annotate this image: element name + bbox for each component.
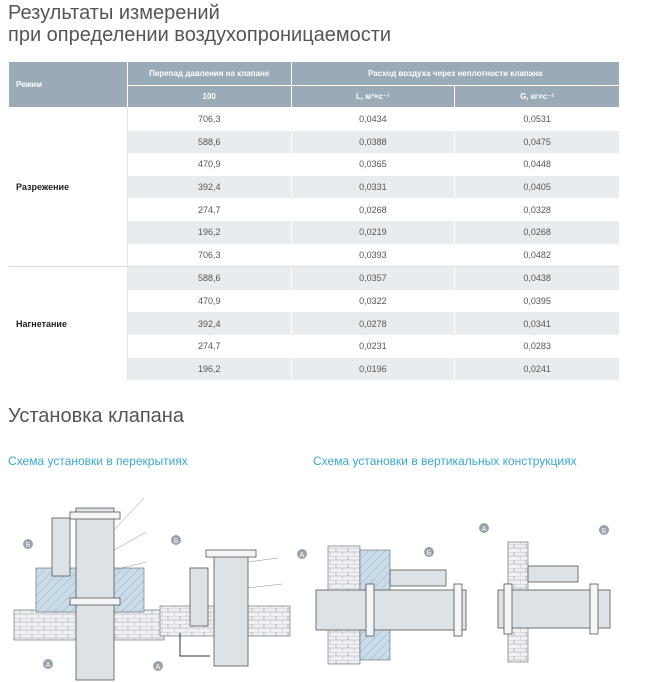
flange-left (366, 584, 374, 636)
page-title (8, 2, 391, 46)
marker-b-label: Б (25, 542, 31, 549)
header-flow: Расход воздуха через неплотности клапана (291, 62, 619, 86)
cell-G: 0,0448 (455, 153, 620, 176)
cell-pressure: 274,7 (127, 335, 291, 358)
scheme-floor-title: Схема установки в перекрытиях (8, 454, 188, 468)
cell-pressure: 588,6 (127, 267, 291, 290)
cell-L: 0,0322 (291, 290, 455, 313)
marker-b-label: Б (601, 528, 607, 535)
cell-G: 0,0395 (455, 290, 620, 313)
header-pressure: Перепад давления на клапане (127, 62, 291, 86)
header-pressure-sub: 100 (127, 86, 291, 108)
cell-L: 0,0196 (291, 358, 455, 381)
scheme-wall-title: Схема установки в вертикальных конструкциях (313, 454, 577, 468)
cell-G: 0,0283 (455, 335, 620, 358)
cell-pressure: 196,2 (127, 358, 291, 381)
mode-vacuum: Разрежение (9, 108, 128, 267)
marker-b-label: Б (173, 538, 179, 545)
flange-right (454, 584, 462, 636)
cell-G: 0,0268 (455, 221, 620, 244)
cell-L: 0,0219 (291, 221, 455, 244)
cell-G: 0,0405 (455, 176, 620, 199)
install-title: Установка клапана (8, 405, 184, 427)
leader-line (248, 584, 282, 588)
cell-G: 0,0328 (455, 198, 620, 221)
floor-scheme-diagram-2 (150, 528, 290, 680)
header-L: L, м³×с⁻¹ (291, 86, 455, 108)
title-line-1: Результаты измерений (8, 2, 220, 24)
marker-a-label: А (155, 664, 161, 671)
cell-G: 0,0438 (455, 267, 620, 290)
cell-G: 0,0241 (455, 358, 620, 381)
cell-pressure: 706,3 (127, 244, 291, 267)
side-panel (190, 568, 208, 626)
cell-L: 0,0268 (291, 198, 455, 221)
wall-scheme-diagram-2 (481, 520, 624, 670)
cell-pressure: 196,2 (127, 221, 291, 244)
cell-pressure: 392,4 (127, 176, 291, 199)
leader-line (114, 532, 146, 550)
table-row (9, 108, 620, 131)
cell-G: 0,0475 (455, 131, 620, 154)
side-panel (528, 566, 578, 582)
marker-b-label: Б (426, 550, 432, 557)
cell-pressure: 470,9 (127, 153, 291, 176)
valve-pipe (76, 508, 114, 680)
cell-G: 0,0341 (455, 312, 620, 335)
flange-left (504, 584, 512, 634)
flange-right (590, 584, 598, 634)
bracket (180, 633, 210, 656)
cell-L: 0,0365 (291, 153, 455, 176)
side-panel (390, 570, 446, 586)
side-panel (52, 518, 70, 576)
cell-pressure: 274,7 (127, 198, 291, 221)
cell-G: 0,0482 (455, 244, 620, 267)
table-row (9, 267, 620, 290)
cell-pressure: 470,9 (127, 290, 291, 313)
cell-L: 0,0278 (291, 312, 455, 335)
cell-L: 0,0434 (291, 108, 455, 131)
floor-scheme-diagram-1 (14, 490, 164, 680)
marker-a-label: А (299, 552, 305, 559)
header-mode: Режим (9, 62, 128, 108)
measurements-table (8, 61, 620, 380)
title-line-2: при определении воздухопроницаемости (8, 24, 392, 46)
cell-L: 0,0357 (291, 267, 455, 290)
cell-L: 0,0388 (291, 131, 455, 154)
valve-pipe (316, 590, 466, 630)
cell-pressure: 392,4 (127, 312, 291, 335)
cell-pressure: 588,6 (127, 131, 291, 154)
marker-a-label: А (45, 662, 51, 669)
wall-scheme-diagram-1 (294, 540, 484, 670)
valve-pipe (214, 556, 248, 666)
marker-a-label: А (481, 526, 487, 533)
mode-pressure: Нагнетание (9, 267, 128, 380)
cell-L: 0,0331 (291, 176, 455, 199)
cell-L: 0,0393 (291, 244, 455, 267)
flange-top (206, 550, 256, 557)
header-G: G, кг×с⁻¹ (455, 86, 620, 108)
flange-bottom (70, 598, 120, 605)
leader-line (248, 558, 278, 562)
cell-G: 0,0531 (455, 108, 620, 131)
cell-L: 0,0231 (291, 335, 455, 358)
cell-pressure: 706,3 (127, 108, 291, 131)
flange-top (70, 512, 120, 519)
